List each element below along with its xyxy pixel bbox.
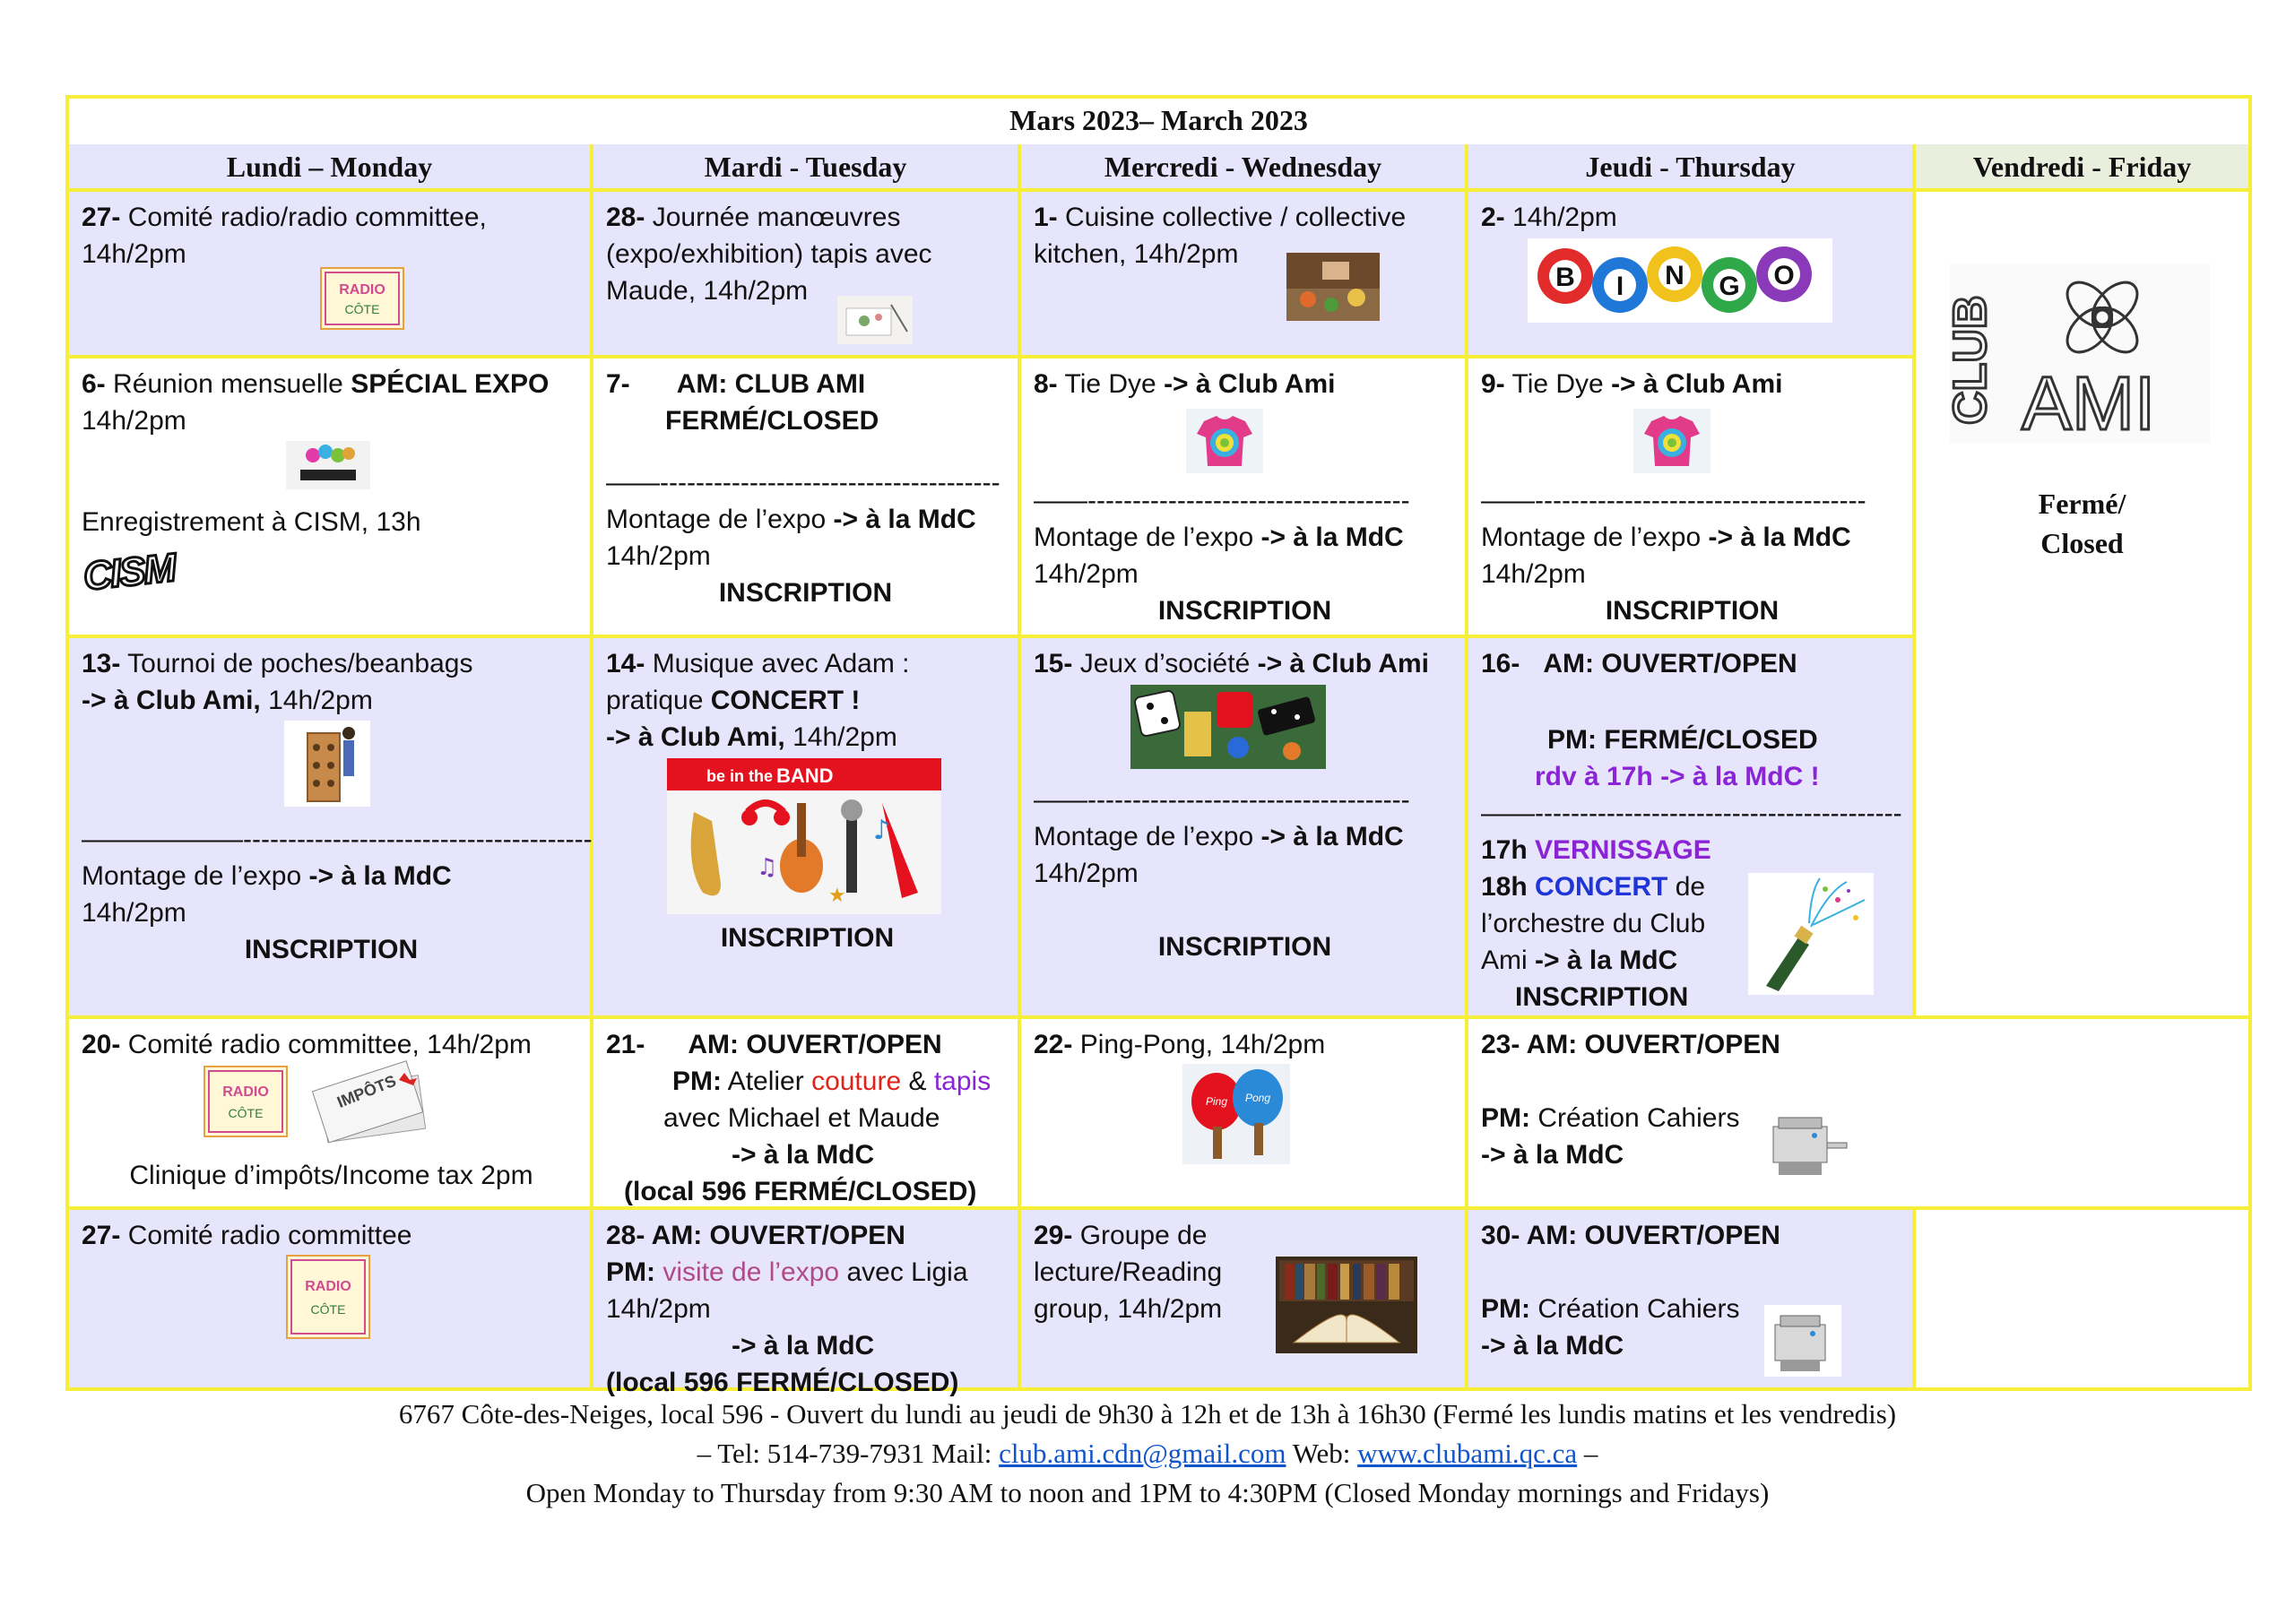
day-number: 27- bbox=[82, 203, 121, 232]
event-text: Jeux d’société bbox=[1072, 649, 1258, 678]
day-27-mar bbox=[69, 1210, 593, 1387]
cote-label: CÔTE bbox=[344, 302, 380, 316]
location: -> à Club Ami, bbox=[606, 722, 785, 752]
calendar-title: Mars 2023– March 2023 bbox=[69, 99, 2248, 148]
footer-address: 6767 Côte-des-Neiges, local 596 - Ouvert du lundi au jeudi de 9h30 à 12h et de 13h à 16h30 (Fermé les lundis matins et les vendredis) bbox=[398, 1398, 1897, 1430]
day-22-mar bbox=[1021, 1019, 1468, 1210]
inscription-label: INSCRIPTION bbox=[1157, 596, 1332, 626]
header-monday: Lundi – Monday bbox=[69, 144, 593, 192]
event-time: 14h/2pm bbox=[1034, 559, 1139, 589]
event-time: 14h/2pm bbox=[606, 541, 711, 571]
location: -> à Club Ami, bbox=[82, 686, 261, 715]
divider: ——----------------------------------------- bbox=[1481, 799, 1902, 828]
event-text: Montage de l’expo bbox=[1034, 523, 1261, 552]
event-text: Montage de l’expo bbox=[606, 505, 834, 534]
calendar bbox=[65, 95, 2252, 1397]
event-text: Création Cahiers bbox=[1530, 1294, 1740, 1324]
location: -> à la MdC bbox=[308, 861, 452, 891]
location: -> à la MdC bbox=[1481, 1140, 1624, 1170]
footer-contact bbox=[0, 1434, 2295, 1473]
event-text: Comité radio committee bbox=[120, 1221, 412, 1250]
ping-label: Ping bbox=[1205, 1095, 1228, 1108]
beanbag-toss-icon bbox=[284, 721, 370, 807]
event-text: lecture/Reading bbox=[1034, 1257, 1223, 1287]
day-30-mar bbox=[1468, 1210, 1916, 1387]
email-link[interactable]: club.ami.cdn@gmail.com bbox=[999, 1438, 1286, 1469]
footer-dash: – bbox=[1577, 1438, 1598, 1469]
event-time: 14h/2pm bbox=[1504, 203, 1617, 232]
event-time: 14h/2pm bbox=[82, 898, 186, 928]
event-text: Cuisine collective / collective bbox=[1057, 203, 1407, 232]
svg-text:★: ★ bbox=[828, 885, 846, 907]
event-text: & bbox=[901, 1067, 934, 1096]
day-number: 22- bbox=[1034, 1030, 1073, 1059]
day-number: 1- bbox=[1034, 203, 1058, 232]
header-wednesday: Mercredi - Wednesday bbox=[1021, 144, 1468, 192]
event-highlight: CONCERT ! bbox=[710, 686, 861, 715]
am-status: AM: OUVERT/OPEN bbox=[1543, 649, 1797, 678]
tapis-label: tapis bbox=[933, 1067, 992, 1096]
day-number: 16- bbox=[1481, 649, 1520, 678]
inscription-label: INSCRIPTION bbox=[244, 935, 419, 964]
svg-text:♫: ♫ bbox=[757, 854, 778, 881]
location: -> à Club Ami bbox=[1164, 369, 1336, 399]
montage-block bbox=[1034, 782, 1456, 965]
event-text: Tournoi de poches/beanbags bbox=[120, 649, 473, 678]
inscription-label: INSCRIPTION bbox=[1157, 932, 1332, 962]
event-time: group, 14h/2pm bbox=[1034, 1294, 1223, 1324]
day-15-mar bbox=[1021, 638, 1468, 1019]
divider: ——————--------------------------------------- bbox=[82, 825, 593, 854]
impots-label: IMPÔTS bbox=[334, 1071, 399, 1112]
inscription-label: INSCRIPTION bbox=[1515, 982, 1689, 1012]
cism-logo: CISM bbox=[81, 545, 178, 600]
band-music-icon bbox=[667, 758, 941, 914]
event-text: Ami bbox=[1481, 946, 1535, 975]
cote-label: CÔTE bbox=[228, 1106, 264, 1120]
day-28-mar bbox=[593, 1210, 1021, 1397]
location: -> à la MdC bbox=[1535, 946, 1678, 975]
event-text: Atelier bbox=[722, 1067, 812, 1096]
divider: ——------------------------------------ bbox=[1034, 486, 1410, 515]
day-31-mar-blank bbox=[1916, 1210, 2248, 1387]
day-2-mar bbox=[1468, 192, 1916, 358]
closed-fr: Fermé/ bbox=[2038, 488, 2126, 520]
day-number: 28- bbox=[606, 1221, 645, 1250]
pm-label: PM: bbox=[1481, 1294, 1530, 1324]
club-ami-logo-icon bbox=[1944, 263, 2210, 445]
event-text: Montage de l’expo bbox=[82, 861, 309, 891]
day-number: 14- bbox=[606, 649, 645, 678]
header-thursday: Jeudi - Thursday bbox=[1468, 144, 1916, 192]
location: -> à Club Ami bbox=[1611, 369, 1783, 399]
montage-block bbox=[1034, 482, 1456, 629]
rdv-note: rdv à 17h -> à la MdC ! bbox=[1535, 762, 1820, 791]
website-link[interactable]: www.clubami.qc.ca bbox=[1357, 1438, 1578, 1469]
board-games-icon bbox=[1130, 685, 1326, 769]
bingo-b: B bbox=[1555, 263, 1575, 292]
logo-ami-text: AMI bbox=[2022, 361, 2156, 445]
event-text: avec Ligia bbox=[839, 1257, 968, 1287]
bingo-n: N bbox=[1665, 261, 1684, 290]
event-highlight: SPÉCIAL EXPO bbox=[351, 369, 550, 399]
location: -> à la MdC bbox=[732, 1331, 875, 1361]
day-28-feb bbox=[593, 192, 1021, 358]
event-text: Groupe de bbox=[1072, 1221, 1208, 1250]
day-8-mar bbox=[1021, 358, 1468, 638]
pm-label: PM: bbox=[672, 1067, 722, 1096]
day-number: 23- bbox=[1481, 1030, 1520, 1059]
footer-hours-en: Open Monday to Thursday from 9:30 AM to noon and 1PM to 4:30PM (Closed Monday mornings and Fridays) bbox=[525, 1477, 1770, 1508]
event-text: Montage de l’expo bbox=[1034, 822, 1261, 851]
event-text: Tie Dye bbox=[1057, 369, 1165, 399]
event-text: Tie Dye bbox=[1504, 369, 1612, 399]
inscription-label: INSCRIPTION bbox=[720, 923, 895, 953]
event-time: 14h/2pm bbox=[606, 1294, 711, 1324]
time-18h: 18h bbox=[1481, 872, 1536, 902]
am-status: AM: OUVERT/OPEN bbox=[645, 1221, 905, 1250]
tie-dye-shirt-icon bbox=[1633, 409, 1710, 473]
radio-label: RADIO bbox=[339, 282, 385, 298]
day-27-feb bbox=[69, 192, 593, 358]
event-text: (expo/exhibition) tapis avec bbox=[606, 239, 932, 269]
event-time: 14h/2pm bbox=[1034, 859, 1139, 888]
am-status: AM: OUVERT/OPEN bbox=[688, 1030, 942, 1059]
event-text: Création Cahiers bbox=[1530, 1103, 1740, 1133]
local-closed-note: (local 596 FERMÉ/CLOSED) bbox=[624, 1177, 977, 1206]
day-9-mar bbox=[1468, 358, 1916, 638]
location: -> à la MdC bbox=[1481, 1331, 1624, 1361]
event-text: Enregistrement à CISM, 13h bbox=[82, 507, 421, 537]
location: -> à la MdC bbox=[732, 1140, 875, 1170]
bingo-g: G bbox=[1719, 272, 1740, 301]
location: -> à la MdC bbox=[1708, 523, 1851, 552]
day-number: 30- bbox=[1481, 1221, 1520, 1250]
event-text: Montage de l’expo bbox=[1481, 523, 1709, 552]
concert-label: CONCERT bbox=[1535, 872, 1668, 902]
event-text: kitchen, 14h/2pm bbox=[1034, 239, 1239, 269]
event-text: Comité radio committee, 14h/2pm bbox=[120, 1030, 532, 1059]
divider: ——-------------------------------------- bbox=[606, 468, 1000, 497]
day-number: 21- bbox=[606, 1030, 645, 1059]
band-label-big: BAND bbox=[776, 764, 834, 787]
divider: ——------------------------------------ bbox=[1034, 785, 1410, 815]
bingo-balls-icon bbox=[1528, 238, 1832, 323]
day-number: 7- bbox=[606, 369, 630, 399]
am-status: AM: OUVERT/OPEN bbox=[1520, 1030, 1780, 1059]
event-text: de bbox=[1667, 872, 1706, 902]
day-number: 28- bbox=[606, 203, 645, 232]
champagne-icon bbox=[1748, 873, 1874, 995]
event-text: Musique avec Adam : bbox=[645, 649, 910, 678]
printer-icon bbox=[1764, 1305, 1841, 1377]
event-text: l’orchestre du Club bbox=[1481, 909, 1706, 938]
ping-pong-icon bbox=[1182, 1064, 1290, 1164]
printer-icon bbox=[1761, 1109, 1850, 1180]
day-number: 29- bbox=[1034, 1221, 1073, 1250]
tie-dye-shirt-icon bbox=[1186, 409, 1263, 473]
divider: ——------------------------------------- bbox=[1481, 486, 1866, 515]
location: -> à la MdC bbox=[833, 505, 976, 534]
day-number: 6- bbox=[82, 369, 106, 399]
band-label-small: be in the bbox=[706, 767, 773, 785]
event-time: 14h/2pm bbox=[1481, 559, 1586, 589]
day-number: 13- bbox=[82, 649, 121, 678]
footer-tel: – Tel: 514-739-7931 Mail: bbox=[697, 1438, 1000, 1469]
event-time: 14h/2pm bbox=[82, 239, 186, 269]
cooking-photo-icon bbox=[1286, 253, 1380, 321]
event-text: avec Michael et Maude bbox=[663, 1103, 940, 1133]
day-1-mar bbox=[1021, 192, 1468, 358]
montage-block bbox=[82, 821, 593, 968]
day-number: 2- bbox=[1481, 203, 1505, 232]
day-23-mar bbox=[1468, 1019, 2248, 1210]
montage-block bbox=[1481, 482, 1903, 629]
radio-cote-logo-icon bbox=[320, 267, 404, 330]
rug-making-icon bbox=[837, 296, 913, 344]
bingo-o: O bbox=[1773, 261, 1795, 290]
location: -> à Club Ami bbox=[1257, 649, 1430, 678]
day-7-mar bbox=[593, 358, 1021, 638]
am-status: AM: OUVERT/OPEN bbox=[1520, 1221, 1780, 1250]
day-14-mar bbox=[593, 638, 1021, 1019]
event-text: Comité radio/radio committee, bbox=[120, 203, 487, 232]
day-number: 15- bbox=[1034, 649, 1073, 678]
inscription-label: INSCRIPTION bbox=[1605, 596, 1780, 626]
local-closed-note: (local 596 FERMÉ/CLOSED) bbox=[606, 1368, 959, 1397]
day-number: 8- bbox=[1034, 369, 1058, 399]
pm-label: PM: bbox=[1481, 1103, 1530, 1133]
inscription-label: INSCRIPTION bbox=[718, 578, 893, 608]
event-text: Journée manœuvres bbox=[645, 203, 901, 232]
books-icon bbox=[1276, 1257, 1417, 1353]
pong-label: Pong bbox=[1244, 1092, 1271, 1104]
meeting-balloons-icon bbox=[286, 441, 370, 489]
closed-status: FERMÉ/CLOSED bbox=[665, 406, 879, 436]
logo-club-text: CLUB bbox=[1944, 295, 1996, 425]
event-text: Réunion mensuelle bbox=[105, 369, 351, 399]
event-time: 14h/2pm bbox=[784, 722, 897, 752]
header-tuesday: Mardi - Tuesday bbox=[593, 144, 1021, 192]
event-text: Ping-Pong, 14h/2pm bbox=[1072, 1030, 1326, 1059]
cism-text-line bbox=[82, 504, 421, 540]
cote-label: CÔTE bbox=[310, 1302, 346, 1317]
event-text: Maude, 14h/2pm bbox=[606, 276, 809, 306]
tax-forms-icon bbox=[306, 1064, 440, 1145]
footer-web-label: Web: bbox=[1286, 1438, 1358, 1469]
closed-en: Closed bbox=[2040, 527, 2124, 559]
location: -> à la MdC bbox=[1260, 822, 1404, 851]
footer bbox=[0, 1395, 2295, 1513]
svg-text:♪: ♪ bbox=[873, 815, 891, 846]
location: -> à la MdC bbox=[1260, 523, 1404, 552]
visite-label: visite de l’expo bbox=[655, 1257, 840, 1287]
event-time: 14h/2pm bbox=[260, 686, 373, 715]
header-friday: Vendredi - Friday bbox=[1916, 144, 2248, 192]
day-number: 20- bbox=[82, 1030, 121, 1059]
am-status: AM: CLUB AMI bbox=[676, 369, 866, 399]
day-number: 27- bbox=[82, 1221, 121, 1250]
event-time: 14h/2pm bbox=[82, 406, 186, 436]
couture-label: couture bbox=[811, 1067, 902, 1096]
day-16-mar bbox=[1468, 638, 1916, 1019]
day-6-mar bbox=[69, 358, 593, 638]
friday-closed-label bbox=[1916, 484, 2248, 563]
friday-closed-column bbox=[1916, 192, 2248, 1019]
time-17h: 17h bbox=[1481, 835, 1536, 865]
day-20-mar bbox=[69, 1019, 593, 1210]
radio-cote-logo-icon bbox=[286, 1255, 370, 1339]
vernissage-label: VERNISSAGE bbox=[1535, 835, 1711, 865]
radio-label: RADIO bbox=[305, 1279, 351, 1294]
day-number: 9- bbox=[1481, 369, 1505, 399]
event-text: pratique bbox=[606, 686, 711, 715]
radio-cote-logo-icon bbox=[204, 1066, 288, 1137]
pm-status: PM: FERMÉ/CLOSED bbox=[1547, 725, 1818, 755]
radio-label: RADIO bbox=[222, 1084, 269, 1100]
day-21-mar bbox=[593, 1019, 1021, 1210]
day-13-mar bbox=[69, 638, 593, 1019]
bingo-i: I bbox=[1615, 272, 1624, 301]
day-29-mar bbox=[1021, 1210, 1468, 1387]
tax-clinic-text: Clinique d’impôts/Income tax 2pm bbox=[129, 1161, 533, 1190]
pm-label: PM: bbox=[606, 1257, 655, 1287]
